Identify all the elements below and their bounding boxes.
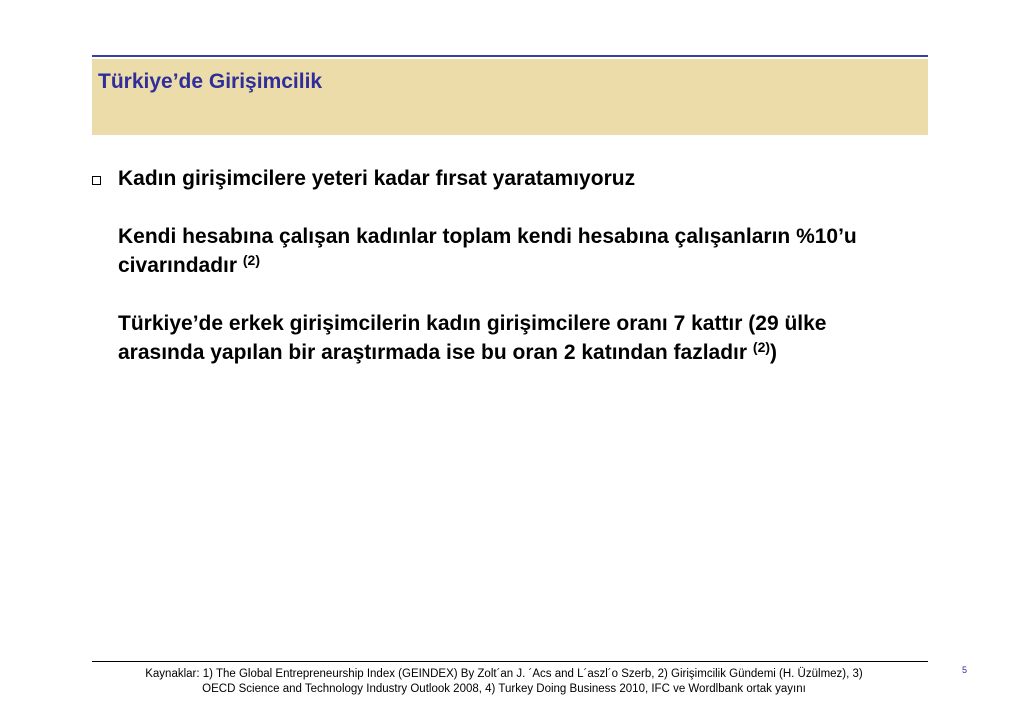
square-bullet-icon — [92, 176, 101, 185]
paragraph-1-text: Kendi hesabına çalışan kadınlar toplam kendi hesabına çalışanların %10’u civarındadır — [118, 225, 857, 277]
sources-line-1: Kaynaklar: 1) The Global Entrepreneurship Index (GEINDEX) By Zolt´an J. ´Acs and L´aszl´o Szerb, 2) Girişimcilik Gündemi (H. Üzülmez), 3) — [145, 668, 863, 680]
paragraph-gender-ratio — [118, 309, 912, 367]
title-band — [92, 59, 928, 135]
paragraph-2-close: ) — [770, 341, 778, 364]
paragraph-2-text: Türkiye’de erkek girişimcilerin kadın girişimcilere oranı 7 kattır (29 ülke arasında yapılan bir araştırmada ise bu oran 2 katından fazladır — [118, 312, 827, 364]
footer-rule — [92, 661, 928, 662]
sources-footnote — [92, 667, 916, 697]
sources-line-2: OECD Science and Technology Industry Outlook 2008, 4) Turkey Doing Business 2010, IFC ve Wordlbank ortak yayını — [202, 683, 806, 695]
page-number: 5 — [962, 665, 968, 675]
reference-marker: (2) — [242, 252, 261, 268]
page-title: Türkiye’de Girişimcilik — [98, 70, 323, 93]
reference-marker: (2) — [752, 339, 771, 355]
paragraph-women-self-employed — [118, 222, 912, 280]
slide-content — [92, 164, 912, 367]
bullet-item — [92, 164, 912, 367]
header-rule — [92, 55, 928, 57]
bullet-heading: Kadın girişimcilere yeteri kadar fırsat yaratamıyoruz — [118, 167, 636, 190]
